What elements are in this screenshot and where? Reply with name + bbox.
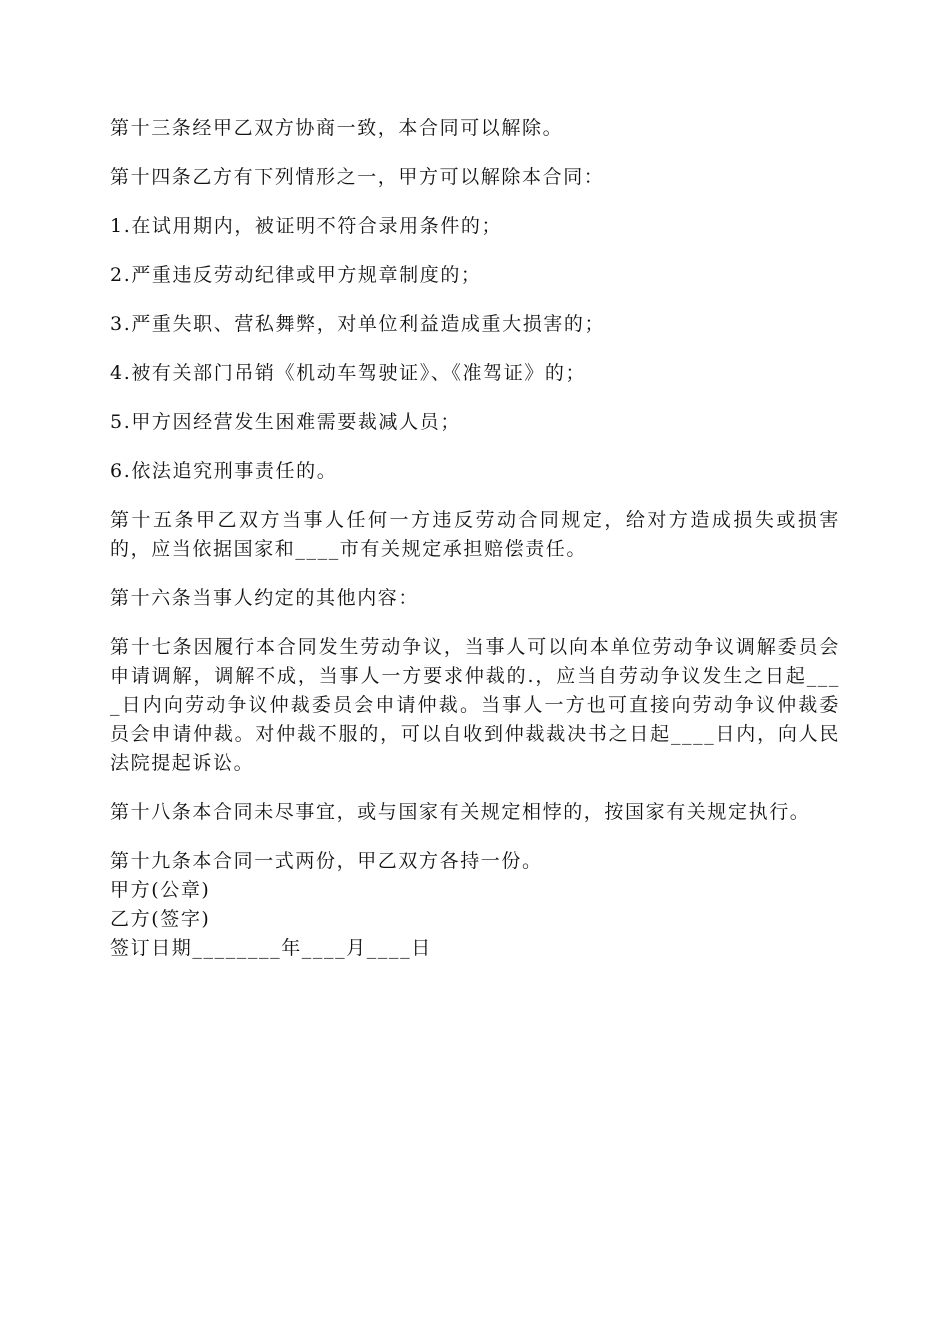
article-18: 第十八条本合同未尽事宜，或与国家有关规定相悖的，按国家有关规定执行。 [110, 801, 811, 823]
article-14-item-6: 6.依法追究刑事责任的。 [110, 460, 338, 482]
party-b-signature: 乙方(签字) [110, 908, 211, 930]
sign-date: 签订日期________年____月____日 [110, 937, 432, 959]
article-14: 第十四条乙方有下列情形之一，甲方可以解除本合同： [110, 166, 605, 188]
article-16: 第十六条当事人约定的其他内容： [110, 587, 420, 609]
article-14-item-1: 1.在试用期内，被证明不符合录用条件的； [110, 215, 503, 237]
article-15: 第十五条甲乙双方当事人任何一方违反劳动合同规定，给对方造成损失或损害的，应当依据国家和____市有关规定承担赔偿责任。 [110, 509, 840, 560]
article-19: 第十九条本合同一式两份，甲乙双方各持一份。 [110, 850, 543, 872]
article-14-item-3: 3.严重失职、营私舞弊，对单位利益造成重大损害的； [110, 313, 606, 335]
article-14-item-4: 4.被有关部门吊销《机动车驾驶证》、《准驾证》的； [110, 362, 587, 384]
article-14-item-2: 2.严重违反劳动纪律或甲方规章制度的； [110, 264, 482, 286]
article-17: 第十七条因履行本合同发生劳动争议，当事人可以向本单位劳动争议调解委员会申请调解，调解不成，当事人一方要求仲裁的.，应当自劳动争议发生之日起____日内向劳动争议仲裁委员会申请仲裁。当事人一方也可直接向劳动争议仲裁委员会申请仲裁。对仲裁不服的，可以自收到仲裁裁决书之日起____日内，向人民法院提起诉讼。 [110, 636, 840, 774]
party-a-seal: 甲方(公章) [110, 879, 211, 901]
document-body [110, 114, 840, 963]
article-13: 第十三条经甲乙双方协商一致，本合同可以解除。 [110, 117, 564, 139]
signature-block [110, 847, 840, 963]
article-14-item-5: 5.甲方因经营发生困难需要裁减人员； [110, 411, 461, 433]
